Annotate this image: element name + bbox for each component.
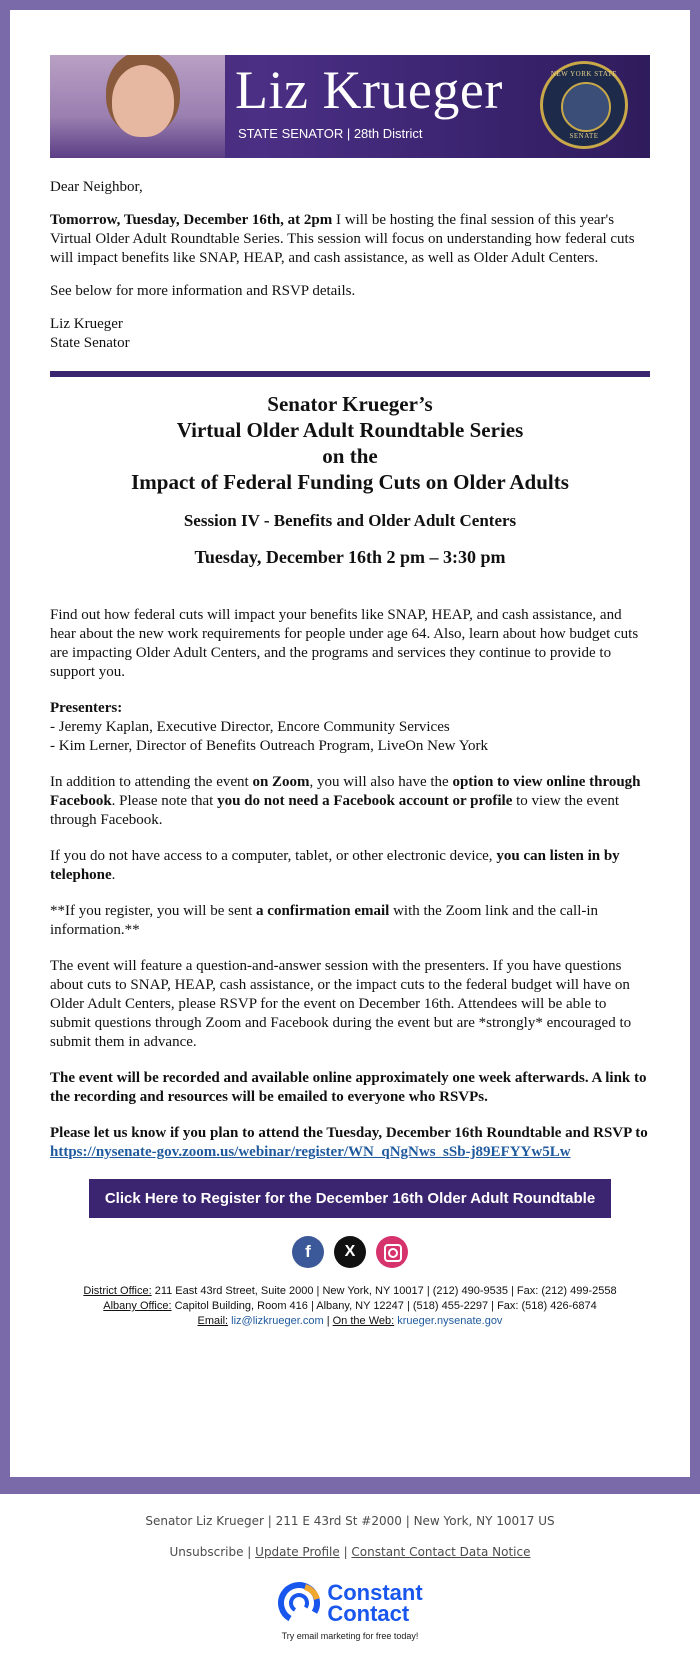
text-bold: you can listen in by telephone (50, 848, 620, 883)
photo-face (112, 65, 174, 137)
text-bold: option to view online through Facebook (50, 774, 641, 809)
rsvp-paragraph (50, 1124, 650, 1162)
intro-date-bold: Tomorrow, Tuesday, December 16th, at 2pm (50, 212, 333, 228)
signature-title: State Senator (50, 335, 130, 351)
event-datetime: Tuesday, December 16th 2 pm – 3:30 pm (194, 547, 506, 567)
divider (50, 371, 650, 377)
text-bold: on Zoom (252, 774, 310, 790)
seal-emblem (561, 82, 611, 132)
constant-contact-wordmark (327, 1582, 422, 1624)
district-office-text: 211 East 43rd Street, Suite 2000 | New York, NY 10017 | (212) 490-9535 | Fax: (212) 499-2558 (151, 1285, 617, 1297)
x-icon[interactable]: X (334, 1236, 366, 1268)
constant-contact-logo[interactable] (0, 1581, 700, 1625)
footer-links (0, 1545, 700, 1559)
email-label: Email: (197, 1315, 229, 1327)
albany-office-label: Albany Office: (103, 1300, 172, 1312)
description-paragraph: Find out how federal cuts will impact your benefits like SNAP, HEAP, and cash assistance, and hear about the new work requirements for people under age 64. Also, learn about how budget cuts are impacting Older Adult Centers, and the programs and services they continue to provide to support you. (50, 607, 639, 680)
web-link[interactable]: krueger.nysenate.gov (397, 1315, 503, 1327)
constant-contact-tagline[interactable]: Try email marketing for free today! (281, 1631, 419, 1641)
brand-line1: Constant (327, 1580, 423, 1605)
event-title (50, 391, 650, 495)
social-links (50, 1236, 650, 1268)
office-info (50, 1284, 650, 1329)
footer-address: Senator Liz Krueger | 211 E 43rd St #2000 | New York, NY 10017 US (145, 1514, 555, 1528)
text-run: . Please note that (111, 793, 218, 809)
seal-top-text: NEW YORK STATE (550, 70, 618, 78)
recording-paragraph (50, 1069, 650, 1107)
telephone-paragraph (50, 847, 650, 885)
instagram-icon[interactable] (376, 1236, 408, 1268)
separator: | (339, 1545, 352, 1559)
signature-name: Liz Krueger (50, 316, 123, 332)
text-bold: a confirmation email (256, 903, 390, 919)
text-run: In addition to attending the event (50, 774, 253, 790)
text-run: to view the event through Facebook. (50, 793, 619, 828)
zoom-facebook-paragraph (50, 773, 650, 830)
event-title-line1: Senator Krueger’s (267, 392, 433, 416)
presenters (50, 699, 650, 756)
senator-photo (50, 55, 225, 158)
update-profile-link[interactable]: Update Profile (255, 1545, 340, 1559)
banner-subtitle: STATE SENATOR | 28th District (238, 126, 423, 141)
signature (50, 315, 650, 353)
contact-line (50, 1314, 650, 1329)
event-title-line3: on the (322, 444, 378, 468)
presenters-label: Presenters: (50, 700, 123, 716)
seal-bottom-text: SENATE (569, 132, 599, 140)
data-notice-link[interactable]: Constant Contact Data Notice (351, 1545, 531, 1559)
text-run: . (111, 867, 116, 883)
facebook-icon[interactable]: f (292, 1236, 324, 1268)
see-below-text: See below for more information and RSVP details. (50, 283, 356, 299)
session-title: Session IV - Benefits and Older Adult Centers (183, 511, 517, 530)
event-details (50, 606, 650, 1162)
separator: | (323, 1315, 333, 1327)
intro-paragraph (50, 211, 650, 268)
confirmation-paragraph (50, 902, 650, 940)
text-bold: Please let us know if you plan to attend the Tuesday, December 16th Roundtable and RSVP to (50, 1125, 648, 1141)
intro-paragraph-rest: I will be hosting the final session of this year's Virtual Older Adult Roundtable Series. This session will focus on understanding how federal cuts will impact benefits like SNAP, HEAP, and cash assistance, as well as Older Adult Centers. (50, 212, 635, 266)
event-title-line2: Virtual Older Adult Roundtable Series (176, 418, 524, 442)
separator: | (243, 1545, 256, 1559)
constant-contact-icon (277, 1581, 321, 1625)
text-run: **If you register, you will be sent (50, 903, 257, 919)
district-office (50, 1284, 650, 1299)
email-link[interactable]: liz@lizkrueger.com (231, 1315, 324, 1327)
text-run: If you do not have access to a computer, tablet, or other electronic device, (50, 848, 497, 864)
text-run: , you will also have the (309, 774, 453, 790)
text-bold: you do not need a Facebook account or profile (217, 793, 513, 809)
qa-paragraph: The event will feature a question-and-answer session with the presenters. If you have questions about cuts to SNAP, HEAP, cash assistance, or the impact cuts to the federal budget will have on Older Adult Centers, please RSVP for the event on December 16th. Attendees will be able to submit questions through Zoom and Facebook during the event but are *strongly* encouraged to submit them in advance. (50, 958, 632, 1050)
instagram-lens (388, 1248, 398, 1258)
banner-name: Liz Krueger (235, 60, 503, 120)
senate-seal-icon (540, 61, 628, 149)
brand-line2: Contact (327, 1601, 410, 1626)
intro-section (50, 178, 650, 353)
presenter-2: - Kim Lerner, Director of Benefits Outreach Program, LiveOn New York (50, 738, 489, 754)
header-banner (50, 55, 650, 158)
text-bold: The event will be recorded and available online approximately one week afterwards. A link to the recording and resources will be emailed to everyone who RSVPs. (50, 1070, 647, 1105)
cta-wrapper (50, 1179, 650, 1218)
event-title-line4: Impact of Federal Funding Cuts on Older Adults (131, 470, 569, 494)
web-label: On the Web: (332, 1315, 395, 1327)
email-footer (0, 1514, 700, 1641)
albany-office-text: Capitol Building, Room 416 | Albany, NY 12247 | (518) 455-2297 | Fax: (518) 426-6874 (171, 1300, 597, 1312)
unsubscribe-link[interactable]: Unsubscribe (169, 1545, 244, 1559)
greeting: Dear Neighbor, (50, 179, 143, 195)
rsvp-link[interactable]: https://nysenate-gov.zoom.us/webinar/register/WN_qNgNws_sSb-j89EFYYw5Lw (50, 1144, 571, 1160)
district-office-label: District Office: (83, 1285, 152, 1297)
albany-office (50, 1299, 650, 1314)
text-run: with the Zoom link and the call-in information.** (50, 903, 599, 938)
email-card (10, 10, 690, 1477)
register-button[interactable]: Click Here to Register for the December 16th Older Adult Roundtable (89, 1179, 611, 1218)
presenter-1: - Jeremy Kaplan, Executive Director, Encore Community Services (50, 719, 450, 735)
